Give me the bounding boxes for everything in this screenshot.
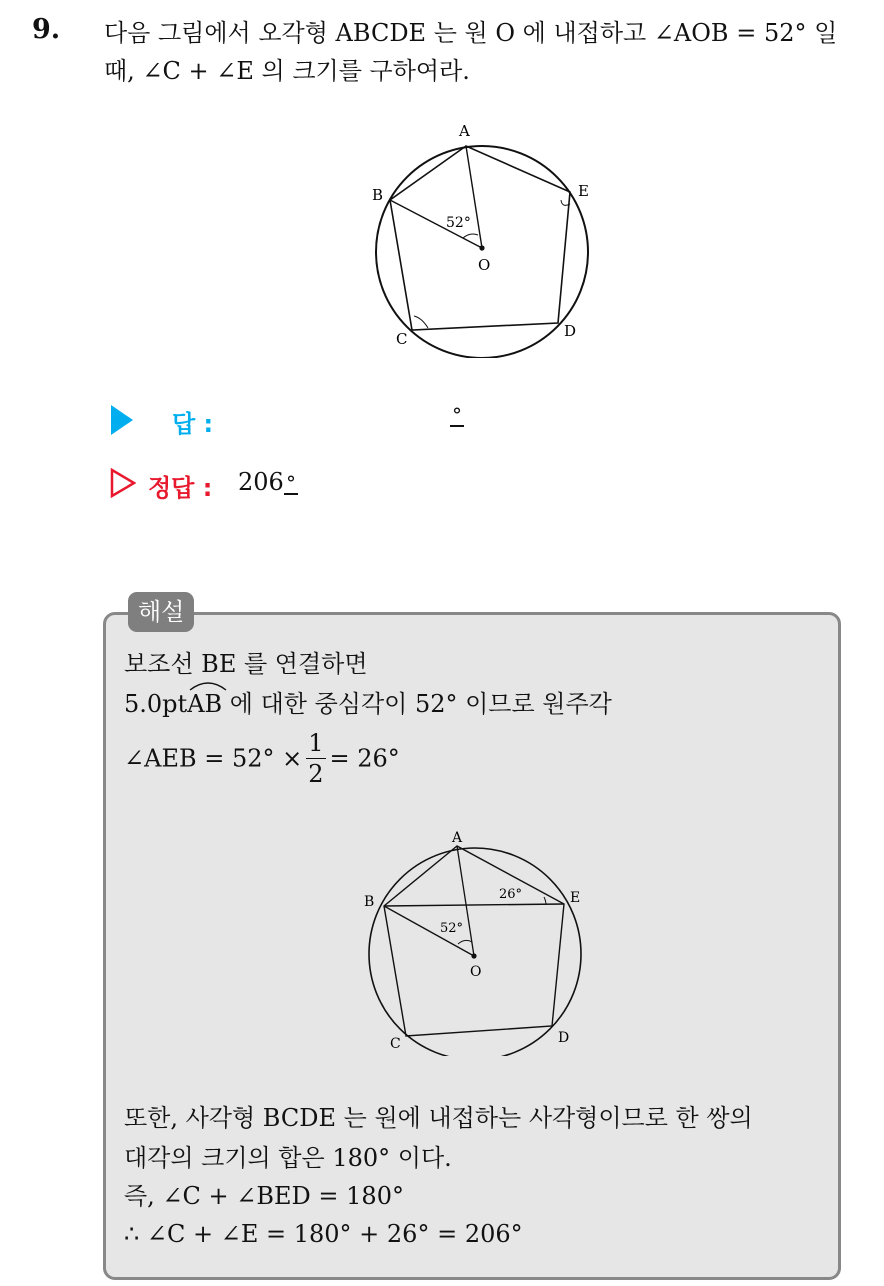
explanation-tag: 해설 xyxy=(128,592,194,632)
explanation-line-7: ∴ ∠C + ∠E = 180° + 26° = 206° xyxy=(124,1220,523,1248)
explanation-line-6: 즉, ∠C + ∠BED = 180° xyxy=(124,1182,404,1210)
question-line-2: 때, ∠C + ∠E 의 크기를 구하여라. xyxy=(104,57,470,85)
correct-label: 정답 : xyxy=(148,474,213,502)
label-b: B xyxy=(372,186,384,204)
label-d: D xyxy=(564,322,577,340)
label2-e: E xyxy=(570,890,581,906)
correct-marker-icon xyxy=(110,468,136,498)
angle-arc-aob xyxy=(463,234,478,238)
angle-label-52: 52° xyxy=(446,215,471,231)
correct-value: 206 xyxy=(238,468,284,496)
figure-pentagon-1 xyxy=(370,118,600,358)
question-line-1: 다음 그림에서 오각형 ABCDE 는 원 O 에 내접하고 ∠AOB = 52° 일 xyxy=(104,19,838,47)
label2-a: A xyxy=(452,830,463,846)
answer-marker-icon xyxy=(111,405,133,435)
label2-o: O xyxy=(470,964,482,980)
label-o: O xyxy=(478,256,491,274)
correct-unit: ° xyxy=(286,471,296,495)
radius-oa-2 xyxy=(457,846,474,956)
segment-be xyxy=(384,904,564,906)
pentagon-abcde-2 xyxy=(384,846,564,1036)
question-number: 9. xyxy=(32,14,61,45)
angle2-label-52: 52° xyxy=(440,921,464,936)
answer-unit: ° xyxy=(452,403,462,427)
label2-d: D xyxy=(558,1030,570,1046)
center-point-2 xyxy=(471,953,476,958)
arc-ab: AB xyxy=(187,688,222,720)
label-a: A xyxy=(459,122,470,140)
circle-o-2 xyxy=(369,848,581,1056)
label-c: C xyxy=(396,330,408,348)
angle-arc-c xyxy=(414,316,428,328)
answer-label: 답 : xyxy=(172,410,214,438)
label2-c: C xyxy=(390,1036,401,1052)
angle2-label-26: 26° xyxy=(499,887,523,902)
explanation-line-4: 또한, 사각형 BCDE 는 원에 내접하는 사각형이므로 한 쌍의 xyxy=(124,1104,753,1132)
question-text xyxy=(104,14,874,90)
explanation-line-3: ∠AEB = 52° × $\frac{1}{2}$ = 26° xyxy=(124,729,400,788)
center-point xyxy=(479,245,484,250)
label2-b: B xyxy=(364,894,375,910)
explanation-line-2: 5.0pt AB 에 대한 중심각이 52° 이므로 원주각 xyxy=(124,688,612,720)
explanation-line-1: 보조선 BE 를 연결하면 xyxy=(124,650,368,678)
answer-input[interactable] xyxy=(240,402,440,434)
radius-oa xyxy=(466,146,482,248)
fraction-half: $\frac{1}{2}$ xyxy=(308,729,324,788)
angle-arc-aob-2 xyxy=(458,940,472,944)
figure-pentagon-2 xyxy=(362,826,592,1056)
label-e: E xyxy=(578,182,589,200)
explanation-line-5: 대각의 크기의 합은 180° 이다. xyxy=(124,1144,452,1172)
